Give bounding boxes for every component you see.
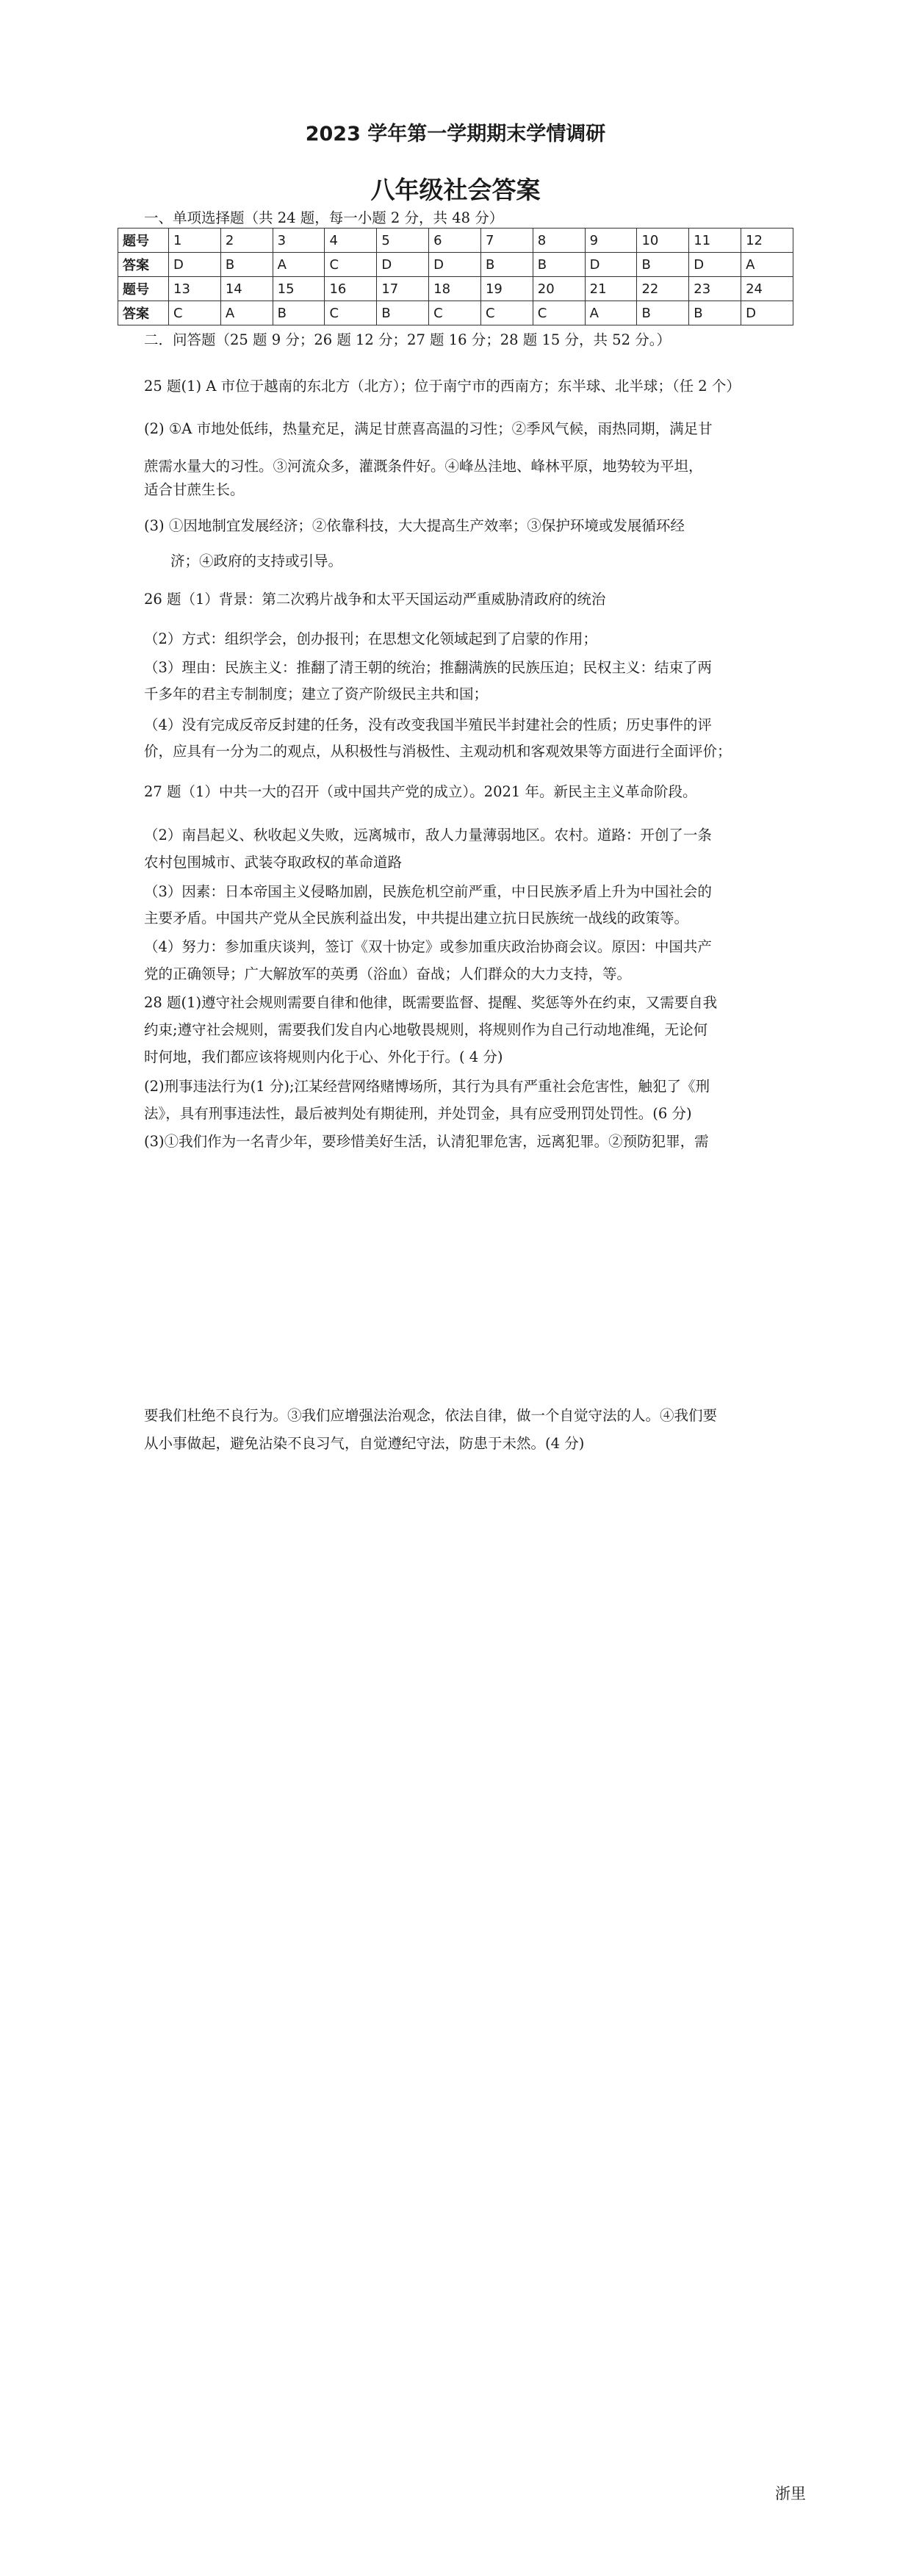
question-number-cell: 19	[480, 277, 533, 301]
answer-cell: D	[377, 253, 429, 277]
answer-line: （2）方式：组织学会，创办报刊；在思想文化领域起到了启蒙的作用；	[144, 630, 597, 647]
answer-cell: A	[273, 253, 325, 277]
answer-row	[118, 253, 793, 277]
question-number-cell: 9	[585, 229, 637, 253]
question-number-cell: 14	[220, 277, 273, 301]
section1-heading: 一、单项选择题（共 24 题，每一小题 2 分，共 48 分）	[144, 209, 504, 226]
answer-cell: D	[741, 301, 793, 325]
page-title: 2023 学年第一学期期末学情调研	[305, 123, 606, 145]
question-number-cell: 20	[533, 277, 585, 301]
question-number-cell: 16	[325, 277, 377, 301]
answer-cell: B	[480, 253, 533, 277]
answer-line: （4）努力：参加重庆谈判，签订《双十协定》或参加重庆政治协商会议。原因：中国共产	[144, 938, 712, 955]
answer-line: 济；④政府的支持或引导。	[170, 553, 343, 569]
answer-cell: C	[429, 301, 481, 325]
question-number-cell: 12	[741, 229, 793, 253]
question-number-cell: 17	[377, 277, 429, 301]
answer-cell: C	[480, 301, 533, 325]
question-number-cell: 15	[273, 277, 325, 301]
row-label-answer: 答案	[118, 301, 169, 325]
answer-line: 法》，具有刑事违法性，最后被判处有期徒刑，并处罚金，具有应受刑罚处罚性。(6 分)	[144, 1105, 692, 1122]
question-number-cell: 8	[533, 229, 585, 253]
answer-cell: C	[533, 301, 585, 325]
answer-line: （2）南昌起义、秋收起义失败，远离城市，敌人力量薄弱地区。农村。道路：开创了一条	[144, 827, 712, 843]
answer-line: 28 题(1)遵守社会规则需要自律和他律，既需要监督、提醒、奖惩等外在约束，又需要自我	[144, 994, 718, 1011]
answer-line: 26 题（1）背景：第二次鸦片战争和太平天国运动严重威胁清政府的统治	[144, 591, 606, 608]
answer-line: 27 题（1）中共一大的召开（或中国共产党的成立）。2021 年。新民主主义革命阶段。	[144, 783, 697, 800]
row-label-question: 题号	[118, 229, 169, 253]
answer-line: （3）因素：日本帝国主义侵略加剧，民族危机空前严重，中日民族矛盾上升为中国社会的	[144, 883, 712, 900]
question-number-cell: 1	[169, 229, 221, 253]
answer-line: 时何地，我们都应该将规则内化于心、外化于行。( 4 分)	[144, 1048, 503, 1065]
answer-line: 价，应具有一分为二的观点，从积极性与消极性、主观动机和客观效果等方面进行全面评价；	[144, 743, 732, 760]
question-number-cell: 7	[480, 229, 533, 253]
row-label-answer: 答案	[118, 253, 169, 277]
answer-line: 从小事做起，避免沾染不良习气，自觉遵纪守法，防患于未然。(4 分)	[144, 1435, 585, 1452]
answer-cell: B	[220, 253, 273, 277]
answer-line: 适合甘蔗生长。	[144, 481, 245, 498]
answer-cell: B	[637, 253, 689, 277]
answer-line: （3）理由：民族主义：推翻了清王朝的统治；推翻满族的民族压迫；民权主义：结束了两	[144, 659, 712, 676]
answer-line: 约束;遵守社会规则，需要我们发自内心地敬畏规则，将规则作为自己行动地准绳，无论何	[144, 1021, 708, 1038]
answer-cell: D	[169, 253, 221, 277]
answer-row	[118, 301, 793, 325]
answer-line: 25 题(1) A 市位于越南的东北方（北方）；位于南宁市的西南方；东半球、北半球；（任 2 个）	[144, 378, 741, 395]
question-number-cell: 10	[637, 229, 689, 253]
answer-cell: C	[325, 253, 377, 277]
answer-line: (2)刑事违法行为(1 分);江某经营网络赌博场所，其行为具有严重社会危害性，触犯了《刑	[144, 1078, 710, 1095]
answer-line: 主要矛盾。中国共产党从全民族利益出发，中共提出建立抗日民族统一战线的政策等。	[144, 910, 689, 927]
answer-line: 农村包围城市、武装夺取政权的革命道路	[144, 854, 403, 871]
answer-cell: C	[169, 301, 221, 325]
answer-cell: A	[585, 301, 637, 325]
answer-cell: A	[741, 253, 793, 277]
answer-cell: A	[220, 301, 273, 325]
question-number-cell: 11	[689, 229, 741, 253]
page-subtitle: 八年级社会答案	[370, 176, 541, 204]
answer-line: 千多年的君主专制制度；建立了资产阶级民主共和国；	[144, 686, 489, 702]
row-label-question: 题号	[118, 277, 169, 301]
question-number-cell: 13	[169, 277, 221, 301]
answer-cell: C	[325, 301, 377, 325]
question-number-cell: 22	[637, 277, 689, 301]
question-number-row	[118, 229, 793, 253]
answer-cell: D	[429, 253, 481, 277]
question-number-cell: 5	[377, 229, 429, 253]
question-number-cell: 21	[585, 277, 637, 301]
question-number-cell: 4	[325, 229, 377, 253]
question-number-row	[118, 277, 793, 301]
question-number-cell: 6	[429, 229, 481, 253]
answer-cell: B	[533, 253, 585, 277]
question-number-cell: 23	[689, 277, 741, 301]
answer-cell: B	[377, 301, 429, 325]
answer-line: (3) ①因地制宜发展经济；②依靠科技，大大提高生产效率；③保护环境或发展循环经	[144, 517, 685, 534]
footer-mark: 浙里	[775, 2485, 806, 2503]
answer-line: （4）没有完成反帝反封建的任务，没有改变我国半殖民半封建社会的性质；历史事件的评	[144, 716, 712, 733]
question-number-cell: 3	[273, 229, 325, 253]
answer-cell: D	[689, 253, 741, 277]
answer-line: 蔗需水量大的习性。③河流众多，灌溉条件好。④峰丛洼地、峰林平原，地势较为平坦，	[144, 458, 703, 475]
answer-cell: B	[637, 301, 689, 325]
answer-cell: B	[689, 301, 741, 325]
answer-line: (3)①我们作为一名青少年，要珍惜美好生活，认清犯罪危害，远离犯罪。②预防犯罪，需	[144, 1133, 709, 1150]
answer-table	[118, 228, 793, 325]
answer-cell: B	[273, 301, 325, 325]
question-number-cell: 24	[741, 277, 793, 301]
question-number-cell: 2	[220, 229, 273, 253]
answer-line: 要我们杜绝不良行为。③我们应增强法治观念，依法自律，做一个自觉守法的人。④我们要	[144, 1407, 718, 1424]
answer-line: 党的正确领导；广大解放军的英勇（浴血）奋战；人们群众的大力支持，等。	[144, 965, 632, 982]
question-number-cell: 18	[429, 277, 481, 301]
answer-cell: D	[585, 253, 637, 277]
answer-line: (2) ①A 市地处低纬，热量充足，满足甘蔗喜高温的习性；②季风气候，雨热同期，满足甘	[144, 420, 713, 437]
section2-heading: 二．问答题（25 题 9 分；26 题 12 分；27 题 16 分；28 题 15 分，共 52 分。）	[144, 331, 671, 348]
